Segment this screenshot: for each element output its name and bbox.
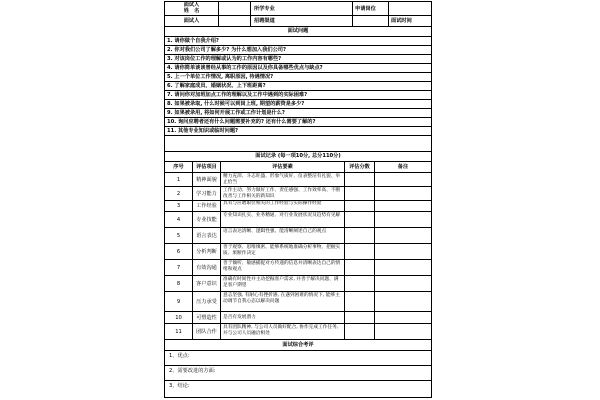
record-item: 客户意识	[193, 276, 221, 291]
question-item: 6. 了解家庭成员、婚姻状况、上下班距离?	[164, 82, 432, 91]
record-desc: 工作主动、努力做好工作、责任感强、工作效率高、不断改善与工作相关的新知识	[221, 187, 345, 200]
record-desc: 语言表达清晰、逻辑性强、能清晰阐述自己的观点	[221, 228, 345, 243]
major-label: 所学专业	[251, 2, 353, 15]
record-remark[interactable]	[375, 244, 431, 259]
record-item: 团队合作	[193, 324, 221, 339]
record-item: 分析判断	[193, 244, 221, 259]
record-score[interactable]	[345, 187, 375, 200]
record-row	[164, 187, 432, 201]
record-row	[164, 324, 432, 340]
question-item: 5. 上一个单位工作情况, 离职原因, 待遇情况?	[164, 73, 432, 82]
question-item: 1. 请你做个自我介绍?	[164, 37, 432, 46]
record-row	[164, 260, 432, 276]
channel-value[interactable]	[353, 16, 389, 26]
record-score[interactable]	[345, 312, 375, 323]
record-item: 可塑造性	[193, 312, 221, 323]
summary-conclusion[interactable]: 3、结论:	[164, 381, 432, 398]
record-desc: 具有团队精神, 与公司人员做好配合, 协作完成工作任务, 并与公司人员融洽相处	[221, 324, 345, 339]
question-item: 9. 如果被录用, 将如何开展工作或工作计划是什么?	[164, 109, 432, 118]
question-item: 3. 对该岗位工作的理解或认为的工作内容有哪些?	[164, 55, 432, 64]
question-item: 11. 其他专业知识或临时问题?	[164, 127, 432, 136]
record-row	[164, 228, 432, 244]
summary-title: 面试综合考评	[164, 340, 432, 351]
record-item: 精神面貌	[193, 173, 221, 186]
col-header-score: 评估分数	[345, 162, 375, 172]
col-header-no: 序号	[165, 162, 193, 172]
question-item: 8. 如果被录取, 什么时候可以到岗上班, 期望的薪资是多少?	[164, 100, 432, 109]
record-item: 压力承受	[193, 292, 221, 311]
record-no: 7	[165, 260, 193, 275]
record-desc: 意志坚强, 有耐心有挫折感, 在遇到困难的情况下, 能够主动调节自我心态以解决问题	[221, 292, 345, 311]
record-desc: 善于倾听、敏感捕捉对方传递的信息并清晰表达自己的情绪和观点	[221, 260, 345, 275]
record-score[interactable]	[345, 201, 375, 211]
record-no: 3	[165, 201, 193, 211]
record-no: 2	[165, 187, 193, 200]
spacer-row	[164, 136, 432, 152]
record-remark[interactable]	[375, 324, 431, 339]
record-item: 工作经验	[193, 201, 221, 211]
question-item: 2. 你对我们公司了解多少? 为什么想加入我们公司?	[164, 46, 432, 55]
question-item: 10. 询问应聘者还有什么问题需要补充的? 还有什么需要了解的?	[164, 118, 432, 127]
record-no: 8	[165, 276, 193, 291]
record-desc: 专业知识扎实、业务精通、对行业发展状况及趋势有见解	[221, 212, 345, 227]
record-score[interactable]	[345, 260, 375, 275]
record-score[interactable]	[345, 276, 375, 291]
interviewer-value[interactable]	[219, 16, 251, 26]
record-title: 面试记录 (每一项10分, 总分110分)	[164, 152, 432, 162]
question-item: 7. 请问你对加班加点工作的理解以及工作中遇到的实际困难?	[164, 91, 432, 100]
record-no: 11	[165, 324, 193, 339]
record-no: 4	[165, 212, 193, 227]
record-row	[164, 276, 432, 292]
record-item: 有效沟通	[193, 260, 221, 275]
position-label: 申请岗位	[353, 2, 389, 15]
record-row	[164, 173, 432, 187]
record-no: 6	[165, 244, 193, 259]
record-row	[164, 244, 432, 260]
record-desc: 善于观察、思维缜密、能够系统地准确分析事物、把握实质、果断作决定	[221, 244, 345, 259]
channel-label: 招聘渠道	[251, 16, 353, 26]
record-desc: 是否有发展潜力	[221, 312, 345, 323]
record-score[interactable]	[345, 244, 375, 259]
interviewee-name-label: 面试人 姓 名	[165, 2, 219, 15]
record-item: 专业技能	[193, 212, 221, 227]
record-score[interactable]	[345, 292, 375, 311]
record-score[interactable]	[345, 228, 375, 243]
record-score[interactable]	[345, 173, 375, 186]
summary-strengths[interactable]: 1、优点:	[164, 351, 432, 366]
record-row	[164, 212, 432, 228]
record-desc: 具有与应聘职位相关的工作经验与实际操作经验	[221, 201, 345, 211]
record-row	[164, 312, 432, 324]
position-value[interactable]	[389, 2, 431, 15]
record-desc: 准确有时间性并主动挖掘客户需求, 并善于解决问题、满足客户期望	[221, 276, 345, 291]
record-header-row	[164, 162, 432, 173]
time-label: 面试时间	[391, 18, 412, 24]
record-remark[interactable]	[375, 292, 431, 311]
record-remark[interactable]	[375, 212, 431, 227]
interviewer-label: 面试人	[165, 16, 219, 26]
record-no: 10	[165, 312, 193, 323]
summary-improvements[interactable]: 2、需要改进的方面:	[164, 366, 432, 381]
record-item: 学习能力	[193, 187, 221, 200]
header-row-2	[164, 16, 432, 27]
questions-title: 面试问题	[164, 27, 432, 37]
record-no: 5	[165, 228, 193, 243]
record-score[interactable]	[345, 212, 375, 227]
col-header-item: 评估项目	[193, 162, 221, 172]
record-no: 1	[165, 173, 193, 186]
record-remark[interactable]	[375, 201, 431, 211]
header-row-1	[164, 1, 432, 16]
record-remark[interactable]	[375, 187, 431, 200]
record-score[interactable]	[345, 324, 375, 339]
col-header-remark: 备注	[397, 164, 409, 170]
record-remark[interactable]	[375, 173, 431, 186]
interview-evaluation-form	[164, 1, 432, 399]
record-remark[interactable]	[375, 228, 431, 243]
question-item: 4. 请你简单谈谈曾经从事的工作的原因以及你具备哪些优点与缺点?	[164, 64, 432, 73]
interviewee-name-value[interactable]	[219, 2, 251, 15]
record-item: 语言表达	[193, 228, 221, 243]
record-remark[interactable]	[375, 276, 431, 291]
record-desc: 精力充沛、斗志旺盛、形象气质好、仪表整洁有礼貌、举止恰当	[221, 173, 345, 186]
record-row	[164, 292, 432, 312]
record-no: 9	[165, 292, 193, 311]
record-row	[164, 201, 432, 212]
col-header-element: 评估要素	[221, 162, 345, 172]
record-remark[interactable]	[375, 312, 431, 323]
record-remark[interactable]	[375, 260, 431, 275]
